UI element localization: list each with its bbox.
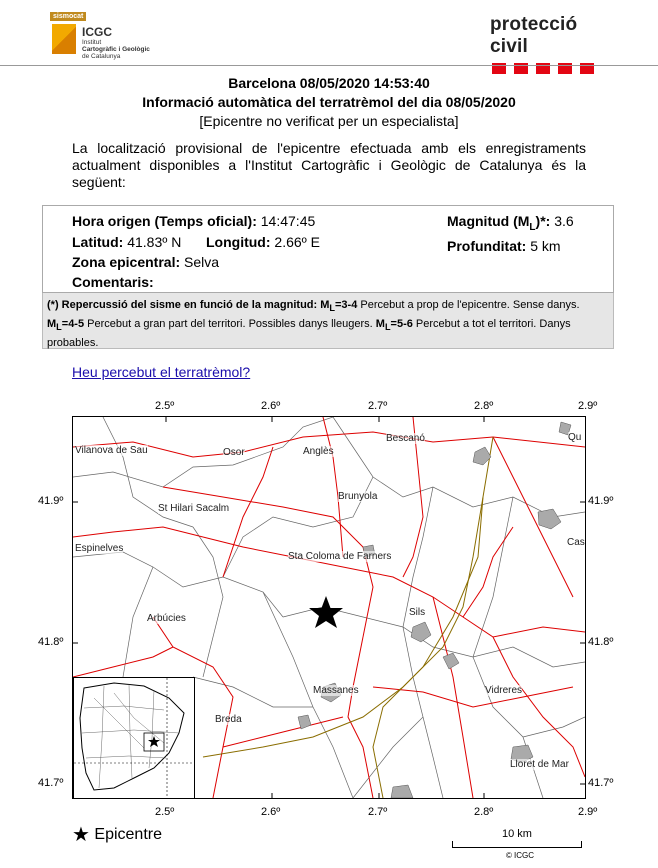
town-label: Cas [567, 537, 585, 548]
note-range-2: =4-5 [61, 318, 85, 331]
magnitude-label-a: Magnitud (M [447, 213, 530, 229]
note-m-sub: L [384, 322, 391, 333]
town-label: Vilanova de Sau [75, 445, 148, 456]
note-range-1: =3-4 [335, 299, 358, 311]
epicentral-zone-value: Selva [184, 254, 220, 270]
copyright-notice: © ICGC [505, 851, 535, 860]
depth-value: 5 km [530, 238, 561, 254]
town-label: Brunyola [338, 491, 378, 502]
x-tick-top: 2.5º [155, 400, 175, 412]
magnitude-value: 3.6 [554, 213, 574, 229]
earthquake-info-box [42, 205, 614, 293]
note-intro: (*) Repercussió del sisme en funció de la magnitud: [47, 299, 318, 311]
town-label: Breda [215, 714, 242, 725]
town-label: Sta Coloma de Farners [288, 551, 392, 562]
origin-time [72, 213, 315, 229]
note-m-letter: M [47, 318, 57, 331]
town-label: Lloret de Mar [510, 759, 569, 770]
magnitude [447, 213, 574, 233]
comments-label: Comentaris: [72, 274, 154, 290]
x-tick-top: 2.9º [578, 400, 598, 412]
depth [447, 238, 561, 254]
epicentre-map[interactable] [72, 416, 586, 799]
icgc-sub-line2: Cartogràfic i Geològic [82, 46, 150, 53]
icgc-name: ICGC [82, 25, 112, 39]
town-label: St Hilari Sacalm [158, 503, 230, 514]
magnitude-label [447, 213, 551, 233]
note-text-2: Percebut a gran part del territori. Possibles danys lleugers. [87, 318, 373, 331]
note-m-sub: L [56, 322, 62, 333]
longitude [206, 234, 320, 250]
latitude-label: Latitud: [72, 234, 124, 250]
proteccio-civil-name: protecció civil [490, 14, 578, 57]
town-label: Sils [409, 607, 426, 618]
y-tick-left: 41.9º [38, 495, 64, 507]
intro-paragraph: La localització provisional de l'epicentre efectuada amb els enregistraments actualment disponibles a l'Institut Cartogràfic i Geològic de Catalunya és la següent: [72, 140, 586, 190]
y-tick-right: 41.8º [588, 636, 614, 648]
origin-time-label: Hora origen (Temps oficial): [72, 213, 257, 229]
x-tick-top: 2.6º [261, 400, 281, 412]
scale-bar [452, 828, 582, 848]
epicentral-zone [72, 254, 219, 270]
magnitude-label-b: )*: [535, 213, 551, 229]
town-label: Massanes [313, 685, 359, 696]
epicentre-legend-label: Epicentre [94, 826, 162, 843]
town-label: Qu [568, 432, 582, 443]
x-tick-bottom: 2.5º [155, 806, 175, 818]
y-tick-right: 41.9º [588, 495, 614, 507]
note-text-1: Percebut a prop de l'epicentre. Sense danys. [360, 299, 580, 311]
y-tick-left: 41.7º [38, 777, 64, 789]
report-title: Informació automàtica del terratrèmol del dia 08/05/2020 [142, 94, 516, 110]
town-label: Osor [223, 447, 245, 458]
town-label: Arbúcies [147, 613, 186, 624]
magnitude-impact-note [42, 293, 614, 349]
proteccio-civil-logo [490, 14, 610, 57]
report-timestamp: Barcelona 08/05/2020 14:53:40 [228, 75, 430, 91]
epicentral-zone-label: Zona epicentral: [72, 254, 181, 270]
y-tick-right: 41.7º [588, 777, 614, 789]
latitude [72, 234, 181, 250]
latitude-value: 41.83º N [127, 234, 182, 250]
town-label: Bescanó [386, 433, 425, 444]
icgc-subtitle [82, 39, 150, 60]
y-tick-left: 41.8º [38, 636, 64, 648]
x-tick-bottom: 2.8º [474, 806, 494, 818]
icgc-sub-line1: Institut [82, 39, 102, 46]
town-label: Anglès [303, 446, 334, 457]
report-verification-note: [Epicentre no verificat per un especialista] [199, 113, 459, 129]
x-tick-top: 2.7º [368, 400, 388, 412]
note-m-letter: M [320, 299, 330, 311]
x-tick-top: 2.8º [474, 400, 494, 412]
x-tick-bottom: 2.6º [261, 806, 281, 818]
scale-bar-line [452, 841, 582, 848]
icgc-logo [50, 12, 150, 62]
header-divider [0, 65, 658, 66]
note-m-letter: M [375, 318, 385, 331]
icgc-logo-mark [52, 24, 76, 54]
sismocat-badge: sismocat [50, 12, 86, 21]
star-icon: ★ [72, 824, 90, 846]
catalonia-inset-map [73, 677, 195, 799]
icgc-sub-line3: de Catalunya [82, 53, 121, 60]
town-label: Vidreres [485, 685, 523, 696]
x-tick-bottom: 2.9º [578, 806, 598, 818]
comments [72, 274, 154, 290]
note-range-3: =5-6 [390, 318, 413, 331]
longitude-value: 2.66º E [274, 234, 321, 250]
note-m-sub: L [329, 303, 335, 314]
magnitude-label-sub: L [529, 221, 536, 233]
origin-time-value: 14:47:45 [260, 213, 316, 229]
town-label: Espinelves [75, 543, 124, 554]
depth-label: Profunditat: [447, 238, 527, 254]
x-tick-bottom: 2.7º [368, 806, 388, 818]
scale-bar-label: 10 km [502, 828, 532, 840]
longitude-label: Longitud: [206, 234, 271, 250]
inset-canvas [74, 678, 194, 798]
epicentre-star [309, 596, 343, 628]
note-text-3: Percebut a tot el territori. Danys probables. [47, 318, 571, 350]
epicentre-legend [72, 822, 162, 847]
felt-earthquake-link[interactable]: Heu percebut el terratrèmol? [72, 364, 251, 380]
